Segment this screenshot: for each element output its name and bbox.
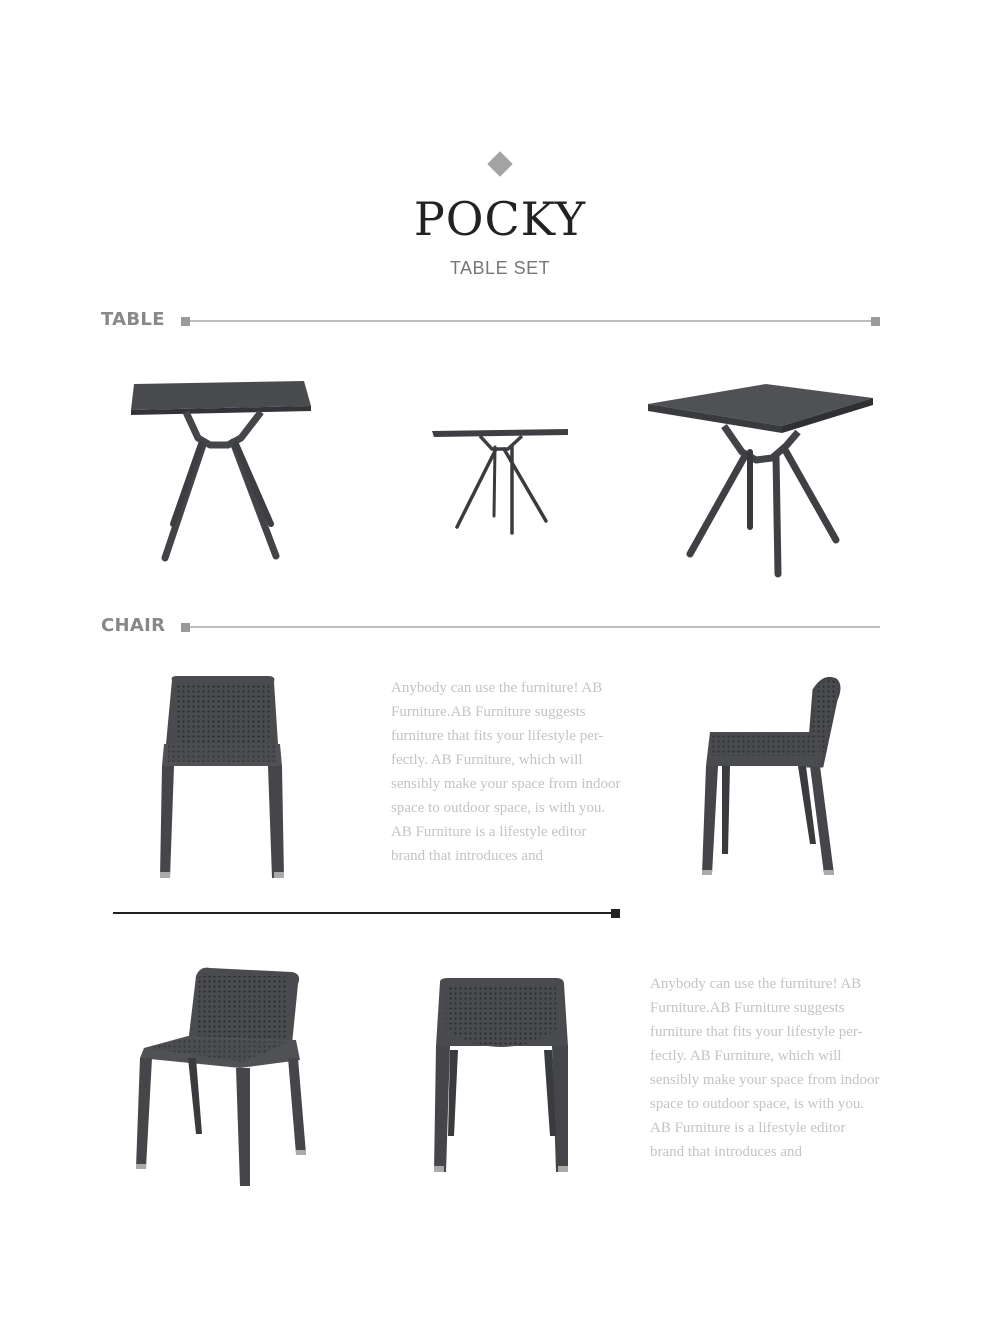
section-rule-table — [190, 320, 872, 322]
table-image-large — [646, 382, 876, 578]
divider-line — [113, 912, 616, 914]
divider-end-marker — [611, 909, 620, 918]
section-label-table: TABLE — [101, 309, 165, 330]
table-image-angled — [128, 378, 314, 562]
chair-image-back — [428, 976, 574, 1180]
description-text: Anybody can use the furniture! AB Furniture.AB Furniture suggests furniture that fits your lifestyle per-fectly. AB Furniture, which will sensibly make your space from indoor space to outdoor space, is with you. AB Furniture is a lifestyle editor brand that introduces and — [391, 680, 621, 864]
section-rule-start-marker — [181, 623, 190, 632]
section-rule-chair — [190, 626, 880, 628]
section-rule-end-marker — [871, 317, 880, 326]
page-subtitle: TABLE SET — [449, 258, 551, 278]
chair-image-front — [156, 674, 286, 882]
section-label-chair: CHAIR — [101, 615, 166, 636]
chair-image-side — [696, 674, 846, 882]
chair-image-three-quarter — [132, 964, 312, 1190]
table-image-small — [430, 427, 572, 537]
section-rule-start-marker — [181, 317, 190, 326]
page-title: POCKY — [413, 192, 587, 246]
description-text: Anybody can use the furniture! AB Furniture.AB Furniture suggests furniture that fits your lifestyle per-fectly. AB Furniture, which will sensibly make your space from indoor space to outdoor space, is with you. AB Furniture is a lifestyle editor brand that introduces and — [650, 976, 880, 1160]
diamond-icon — [487, 151, 512, 176]
